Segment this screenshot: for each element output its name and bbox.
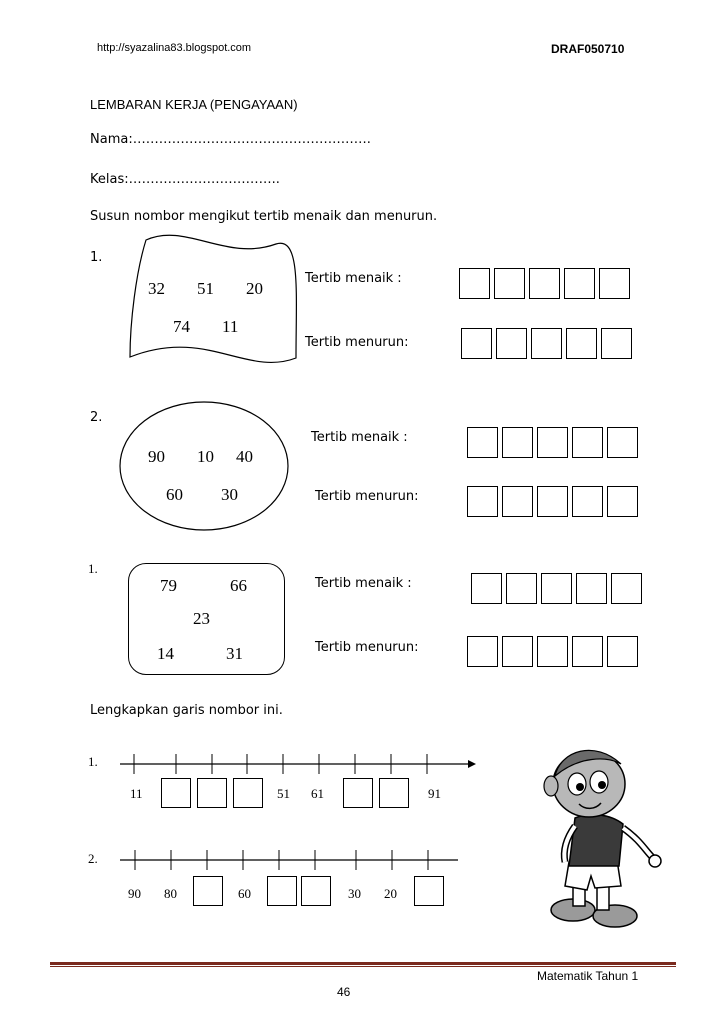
numberline-2 xyxy=(116,846,461,872)
q2-number-c: 40 xyxy=(236,447,253,466)
instruction-order: Susun nombor mengikut tertib menaik dan menurun. xyxy=(90,209,438,224)
nl2-answer-box[interactable] xyxy=(267,876,297,906)
document-code: DRAF050710 xyxy=(551,42,625,56)
nl2-value-e: 20 xyxy=(384,886,397,901)
answer-box[interactable] xyxy=(541,573,572,604)
answer-box[interactable] xyxy=(572,486,603,517)
answer-box[interactable] xyxy=(467,636,498,667)
numberline-1 xyxy=(116,750,478,776)
instruction-numberline: Lengkapkan garis nombor ini. xyxy=(90,703,283,718)
q3-number-e: 31 xyxy=(226,644,243,663)
answer-box[interactable] xyxy=(564,268,595,299)
q1-number-d: 74 xyxy=(173,317,190,336)
question-3-number: 1. xyxy=(88,561,98,576)
answer-box[interactable] xyxy=(471,573,502,604)
q3-number-c: 23 xyxy=(193,609,210,628)
answer-box[interactable] xyxy=(531,328,562,359)
question-1-number: 1. xyxy=(90,250,103,265)
q1-descending-label: Tertib menurun: xyxy=(305,335,409,350)
q2-number-a: 90 xyxy=(148,447,165,466)
blog-url: http://syazalina83.blogspot.com xyxy=(97,42,252,54)
nl1-value-c: 61 xyxy=(311,786,324,801)
page-number: 46 xyxy=(337,985,351,999)
q1-ascending-label: Tertib menaik : xyxy=(305,271,402,286)
answer-box[interactable] xyxy=(607,427,638,458)
wave-shape xyxy=(126,232,306,382)
q3-ascending-label: Tertib menaik : xyxy=(315,576,412,591)
answer-box[interactable] xyxy=(459,268,490,299)
answer-box[interactable] xyxy=(461,328,492,359)
answer-box[interactable] xyxy=(611,573,642,604)
q2-descending-label: Tertib menurun: xyxy=(315,489,419,504)
answer-box[interactable] xyxy=(607,486,638,517)
answer-box[interactable] xyxy=(537,636,568,667)
answer-box[interactable] xyxy=(572,636,603,667)
answer-box[interactable] xyxy=(599,268,630,299)
answer-box[interactable] xyxy=(607,636,638,667)
answer-box[interactable] xyxy=(502,427,533,458)
answer-box[interactable] xyxy=(502,636,533,667)
q3-number-d: 14 xyxy=(157,644,174,663)
nl2-answer-box[interactable] xyxy=(193,876,223,906)
answer-box[interactable] xyxy=(467,486,498,517)
answer-box[interactable] xyxy=(601,328,632,359)
nl2-answer-box[interactable] xyxy=(301,876,331,906)
cartoon-boy-icon xyxy=(535,740,665,935)
q2-number-e: 30 xyxy=(221,485,238,504)
nl2-value-b: 80 xyxy=(164,886,177,901)
nl1-answer-box[interactable] xyxy=(379,778,409,808)
answer-box[interactable] xyxy=(506,573,537,604)
q3-descending-label: Tertib menurun: xyxy=(315,640,419,655)
answer-box[interactable] xyxy=(572,427,603,458)
nl1-answer-box[interactable] xyxy=(233,778,263,808)
nl1-value-b: 51 xyxy=(277,786,290,801)
footer-rule xyxy=(50,962,676,965)
q2-number-d: 60 xyxy=(166,485,183,504)
answer-box[interactable] xyxy=(502,486,533,517)
answer-box[interactable] xyxy=(537,486,568,517)
answer-box[interactable] xyxy=(529,268,560,299)
nl1-answer-box[interactable] xyxy=(197,778,227,808)
name-field: Nama:………………………………………………. xyxy=(90,132,371,147)
q1-number-e: 11 xyxy=(222,317,239,336)
answer-box[interactable] xyxy=(494,268,525,299)
answer-box[interactable] xyxy=(496,328,527,359)
nl1-answer-box[interactable] xyxy=(343,778,373,808)
q1-number-a: 32 xyxy=(148,279,165,298)
q2-ascending-label: Tertib menaik : xyxy=(311,430,408,445)
nl2-value-d: 30 xyxy=(348,886,361,901)
q2-number-b: 10 xyxy=(197,447,214,466)
q3-number-b: 66 xyxy=(230,576,247,595)
q1-number-c: 20 xyxy=(246,279,263,298)
nl2-answer-box[interactable] xyxy=(414,876,444,906)
answer-box[interactable] xyxy=(537,427,568,458)
nl1-answer-box[interactable] xyxy=(161,778,191,808)
q1-number-b: 51 xyxy=(197,279,214,298)
nl2-value-a: 90 xyxy=(128,886,141,901)
class-field: Kelas:…………………………….. xyxy=(90,172,280,187)
nl1-value-a: 11 xyxy=(130,786,143,801)
question-2-number: 2. xyxy=(90,410,103,425)
nl1-value-d: 91 xyxy=(428,786,441,801)
q3-number-a: 79 xyxy=(160,576,177,595)
footer-subject: Matematik Tahun 1 xyxy=(537,969,639,983)
worksheet-title: LEMBARAN KERJA (PENGAYAAN) xyxy=(90,97,298,112)
numberline-1-number: 1. xyxy=(88,754,98,769)
answer-box[interactable] xyxy=(566,328,597,359)
answer-box[interactable] xyxy=(467,427,498,458)
answer-box[interactable] xyxy=(576,573,607,604)
footer-rule-thin xyxy=(50,966,676,967)
nl2-value-c: 60 xyxy=(238,886,251,901)
numberline-2-number: 2. xyxy=(88,851,98,866)
